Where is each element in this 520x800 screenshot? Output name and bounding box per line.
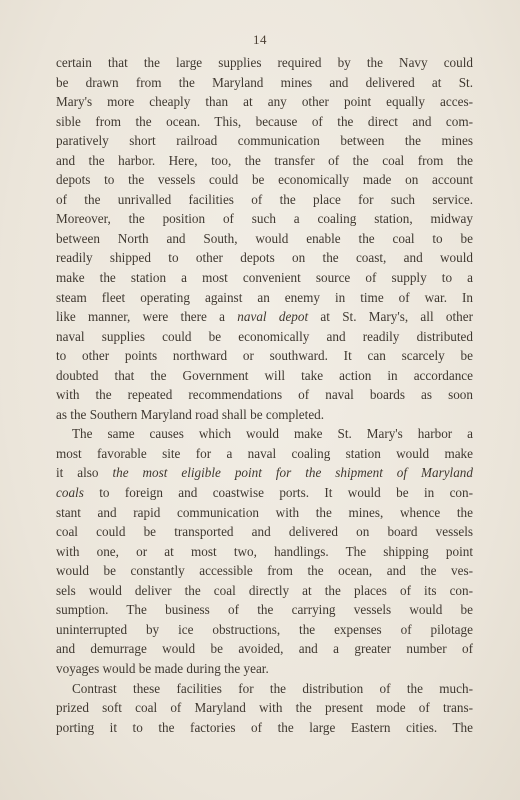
italic-text: coals — [56, 485, 84, 501]
text-segment: to other points northward or southward. It can scarcely be — [56, 348, 473, 364]
text-line — [56, 659, 473, 679]
text-line — [56, 268, 473, 288]
text-line — [56, 385, 473, 405]
text-line — [56, 366, 473, 386]
text-line — [56, 561, 473, 581]
text-line — [56, 131, 473, 151]
text-line — [56, 483, 473, 503]
text-segment: it also — [56, 465, 113, 481]
text-line — [56, 503, 473, 523]
text-line — [56, 73, 473, 93]
text-segment: voyages would be made during the year. — [56, 660, 269, 676]
text-segment: with the repeated recommendations of naval boards as soon — [56, 387, 473, 403]
text-segment: uninterrupted by ice obstructions, the expenses of pilotage — [56, 621, 473, 637]
body-text — [56, 53, 473, 737]
text-line — [56, 444, 473, 464]
text-line — [56, 600, 473, 620]
text-line — [56, 346, 473, 366]
text-segment: with one, or at most two, handlings. The shipping point — [56, 543, 473, 559]
text-segment: naval supplies could be economically and readily distributed — [56, 328, 473, 344]
text-line — [56, 229, 473, 249]
text-segment: at St. Mary's, all other — [308, 309, 473, 325]
text-line — [56, 190, 473, 210]
italic-text: naval depot — [237, 309, 309, 325]
text-segment: to foreign and coastwise ports. It would be in con- — [83, 485, 473, 501]
text-segment: Contrast these facilities for the distribution of the much- — [72, 680, 473, 696]
text-segment: Mary's more cheaply than at any other point equally acces- — [56, 94, 473, 110]
text-segment: depots to the vessels could be economically made on account — [56, 172, 473, 188]
text-segment: and the harbor. Here, too, the transfer of the coal from the — [56, 152, 473, 168]
text-segment: sels would deliver the coal directly at the places of its con- — [56, 582, 473, 598]
text-line — [56, 405, 473, 425]
text-segment: paratively short railroad communication between the mines — [56, 133, 473, 149]
text-segment: doubted that the Government will take action in accordance — [56, 367, 473, 383]
text-line — [56, 698, 473, 718]
text-segment: as the Southern Maryland road shall be completed. — [56, 406, 325, 422]
text-segment: coal could be transported and delivered on board vessels — [56, 524, 473, 540]
text-segment: and demurrage would be avoided, and a greater number of — [56, 641, 473, 657]
text-line — [56, 581, 473, 601]
text-line — [56, 542, 473, 562]
text-line — [56, 151, 473, 171]
text-line — [56, 522, 473, 542]
text-segment: sible from the ocean. This, because of the direct and com- — [56, 113, 473, 129]
text-line — [56, 639, 473, 659]
text-line — [56, 248, 473, 268]
text-segment: steam fleet operating against an enemy in time of war. In — [56, 289, 473, 305]
text-line — [56, 620, 473, 640]
text-segment: between North and South, would enable the coal to be — [56, 230, 473, 246]
text-segment: make the station a most convenient source of supply to a — [56, 270, 473, 286]
text-segment: stant and rapid communication with the mines, whence the — [56, 504, 473, 520]
italic-text: the most eligible point for the shipment of Maryland — [112, 465, 473, 481]
text-line — [56, 209, 473, 229]
text-line — [56, 679, 473, 699]
text-segment: prized soft coal of Maryland with the present mode of trans- — [56, 700, 473, 716]
text-line — [56, 463, 473, 483]
text-segment: certain that the large supplies required by the Navy could — [56, 55, 473, 70]
text-line — [56, 718, 473, 738]
text-segment: most favorable site for a naval coaling station would make — [56, 445, 473, 461]
text-line — [56, 92, 473, 112]
text-line — [56, 112, 473, 132]
text-segment: Moreover, the position of such a coaling station, midway — [56, 211, 473, 227]
text-line — [56, 327, 473, 347]
text-segment: like manner, were there a — [56, 309, 238, 325]
text-line — [56, 53, 473, 73]
text-segment: porting it to the factories of the large Eastern cities. The — [56, 719, 473, 735]
text-segment: would be constantly accessible from the ocean, and the ves- — [56, 563, 473, 579]
text-line — [56, 307, 473, 327]
text-segment: of the unrivalled facilities of the place for such service. — [56, 191, 473, 207]
text-segment: The same causes which would make St. Mary's harbor a — [72, 426, 473, 442]
text-segment: be drawn from the Maryland mines and delivered at St. — [56, 74, 473, 90]
text-line — [56, 424, 473, 444]
page-number: 14 — [253, 32, 267, 47]
text-segment: sumption. The business of the carrying vessels would be — [56, 602, 473, 618]
text-segment: readily shipped to other depots on the coast, and would — [56, 250, 473, 266]
text-line — [56, 288, 473, 308]
text-line — [56, 170, 473, 190]
